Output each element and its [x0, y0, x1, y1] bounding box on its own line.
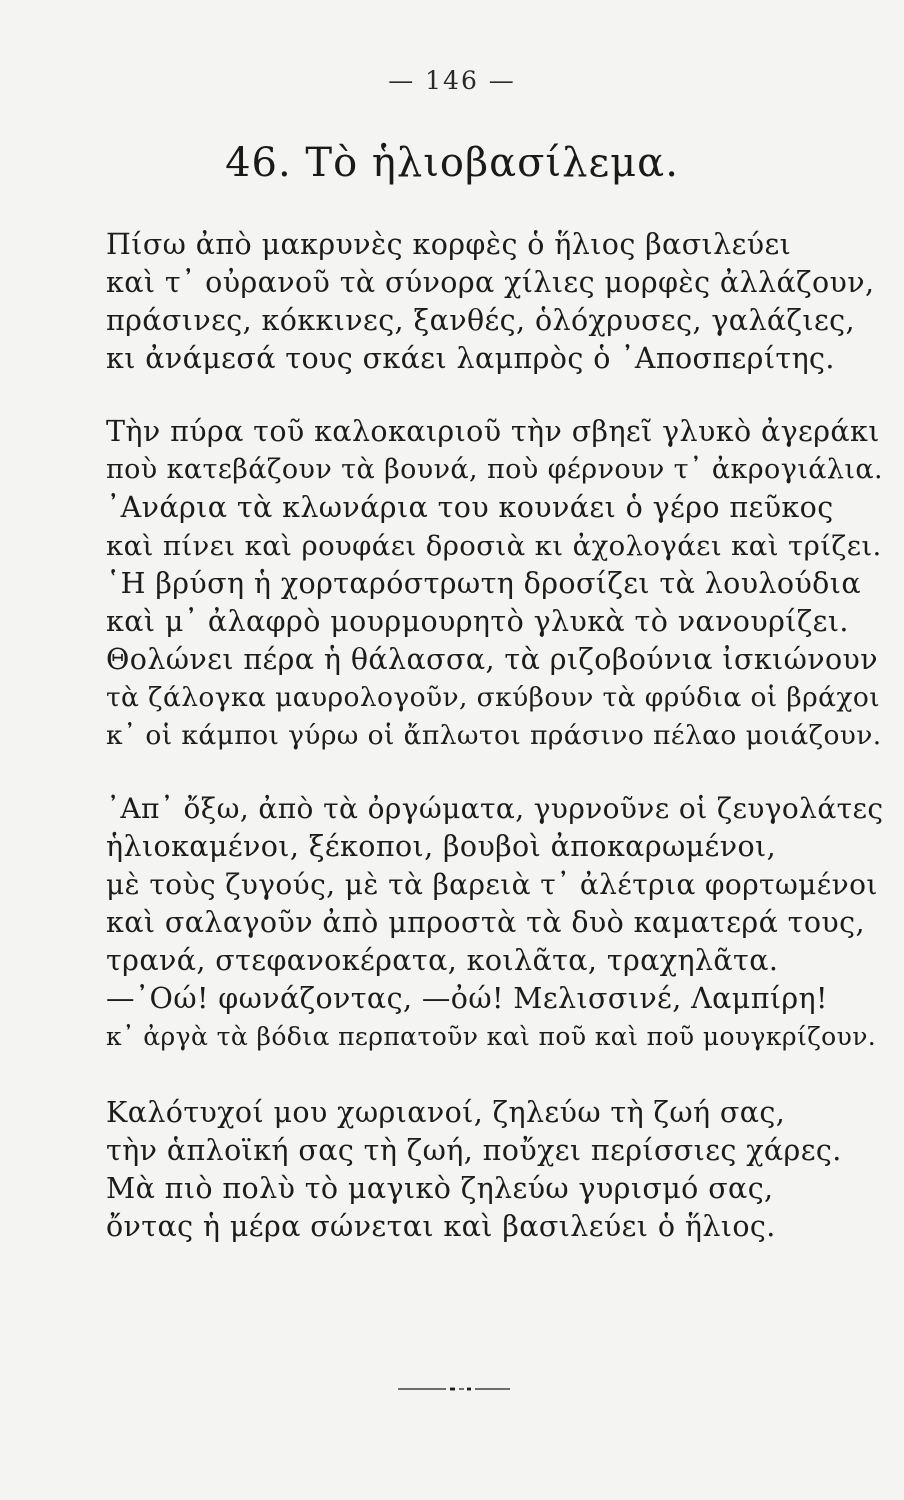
poem-line: καὶ σαλαγοῦν ἀπὸ μπροστὰ τὰ δυὸ καματερά τους, — [106, 906, 865, 939]
poem-line: τρανά, στεφανοκέρατα, κοιλᾶτα, τραχηλᾶτα. — [106, 944, 779, 977]
poem-line: τὴν ἁπλοϊκή σας τὴ ζωή, ποὔχει περίσσιες χάρες. — [106, 1134, 842, 1167]
poem-line: πράσινες, κόκκινες, ξανθές, ὁλόχρυσες, γαλάζιες, — [106, 304, 855, 337]
stanza-3 — [106, 790, 886, 1056]
poem-line: καὶ μ᾽ ἀλαφρὸ μουρμουρητὸ γλυκὰ τὸ νανουρίζει. — [106, 605, 849, 638]
poem-line: Μὰ πιὸ πολὺ τὸ μαγικὸ ζηλεύω γυρισμό σας, — [106, 1172, 774, 1205]
stanza-4 — [106, 1094, 886, 1246]
poem-line: ᾽Ανάρια τὰ κλωνάρια του κουνάει ὁ γέρο πεῦκος — [106, 491, 834, 524]
poem-line: ῾Η βρύση ἡ χορταρόστρωτη δροσίζει τὰ λουλούδια — [106, 567, 861, 600]
poem-line: τὰ ζάλογκα μαυρολογοῦν, σκύβουν τὰ φρύδια οἱ βράχοι — [106, 682, 881, 713]
poem-line: ᾽Απ᾽ ὄξω, ἀπὸ τὰ ὀργώματα, γυρνοῦνε οἱ ζευγολάτες — [106, 792, 884, 825]
poem-line: καὶ πίνει καὶ ρουφάει δροσιὰ κι ἀχολογάει καὶ τρίζει. — [106, 530, 882, 562]
poem-body — [106, 226, 886, 1246]
poem-line: Πίσω ἀπὸ μακρυνὲς κορφὲς ὁ ἥλιος βασιλεύει — [106, 228, 792, 261]
stanza-break — [106, 378, 886, 413]
poem-line: κ᾽ οἱ κάμποι γύρω οἱ ἄπλωτοι πράσινο πέλαο μοιάζουν. — [106, 720, 882, 751]
page-number: — 146 — — [388, 66, 516, 95]
poem-line: ὄντας ἡ μέρα σώνεται καὶ βασιλεύει ὁ ἥλιος. — [106, 1210, 776, 1243]
poem-line: κι ἀνάμεσά τους σκάει λαμπρὸς ὁ ᾽Αποσπερίτης. — [106, 342, 835, 375]
stanza-1 — [106, 226, 886, 378]
dash-dot-rule-ornament-icon — [398, 1386, 510, 1392]
poem-line: καὶ τ᾽ οὐρανοῦ τὰ σύνορα χίλιες μορφὲς ἀλλάζουν, — [106, 266, 875, 299]
poem-line: κ᾽ ἀργὰ τὰ βόδια περπατοῦν καὶ ποῦ καὶ ποῦ μουγκρίζουν. — [106, 1022, 877, 1051]
stanza-2 — [106, 413, 886, 755]
stanza-break — [106, 1056, 886, 1094]
poem-line: Καλότυχοί μου χωριανοί, ζηλεύω τὴ ζωή σας, — [106, 1096, 786, 1129]
poem-line: Τὴν πύρα τοῦ καλοκαιριοῦ τὴν σβηεῖ γλυκὸ ἀγεράκι — [106, 415, 880, 448]
stanza-break — [106, 755, 886, 790]
poem-title: 46. Τὸ ἡλιοβασίλεμα. — [225, 140, 679, 186]
poem-line: —᾽Οώ! φωνάζοντας, —ὀώ! Μελισσινέ, Λαμπίρη! — [106, 982, 828, 1015]
poem-line: ἡλιοκαμένοι, ξέκοποι, βουβοὶ ἀποκαρωμένοι, — [106, 830, 777, 863]
poem-line: μὲ τοὺς ζυγούς, μὲ τὰ βαρειὰ τ᾽ ἀλέτρια φορτωμένοι — [106, 868, 878, 901]
poem-line: ποὺ κατεβάζουν τὰ βουνά, ποὺ φέρνουν τ᾽ ἀκρογιάλια. — [106, 454, 883, 485]
poem-line: Θολώνει πέρα ἡ θάλασσα, τὰ ριζοβούνια ἰσκιώνουν — [106, 643, 878, 676]
